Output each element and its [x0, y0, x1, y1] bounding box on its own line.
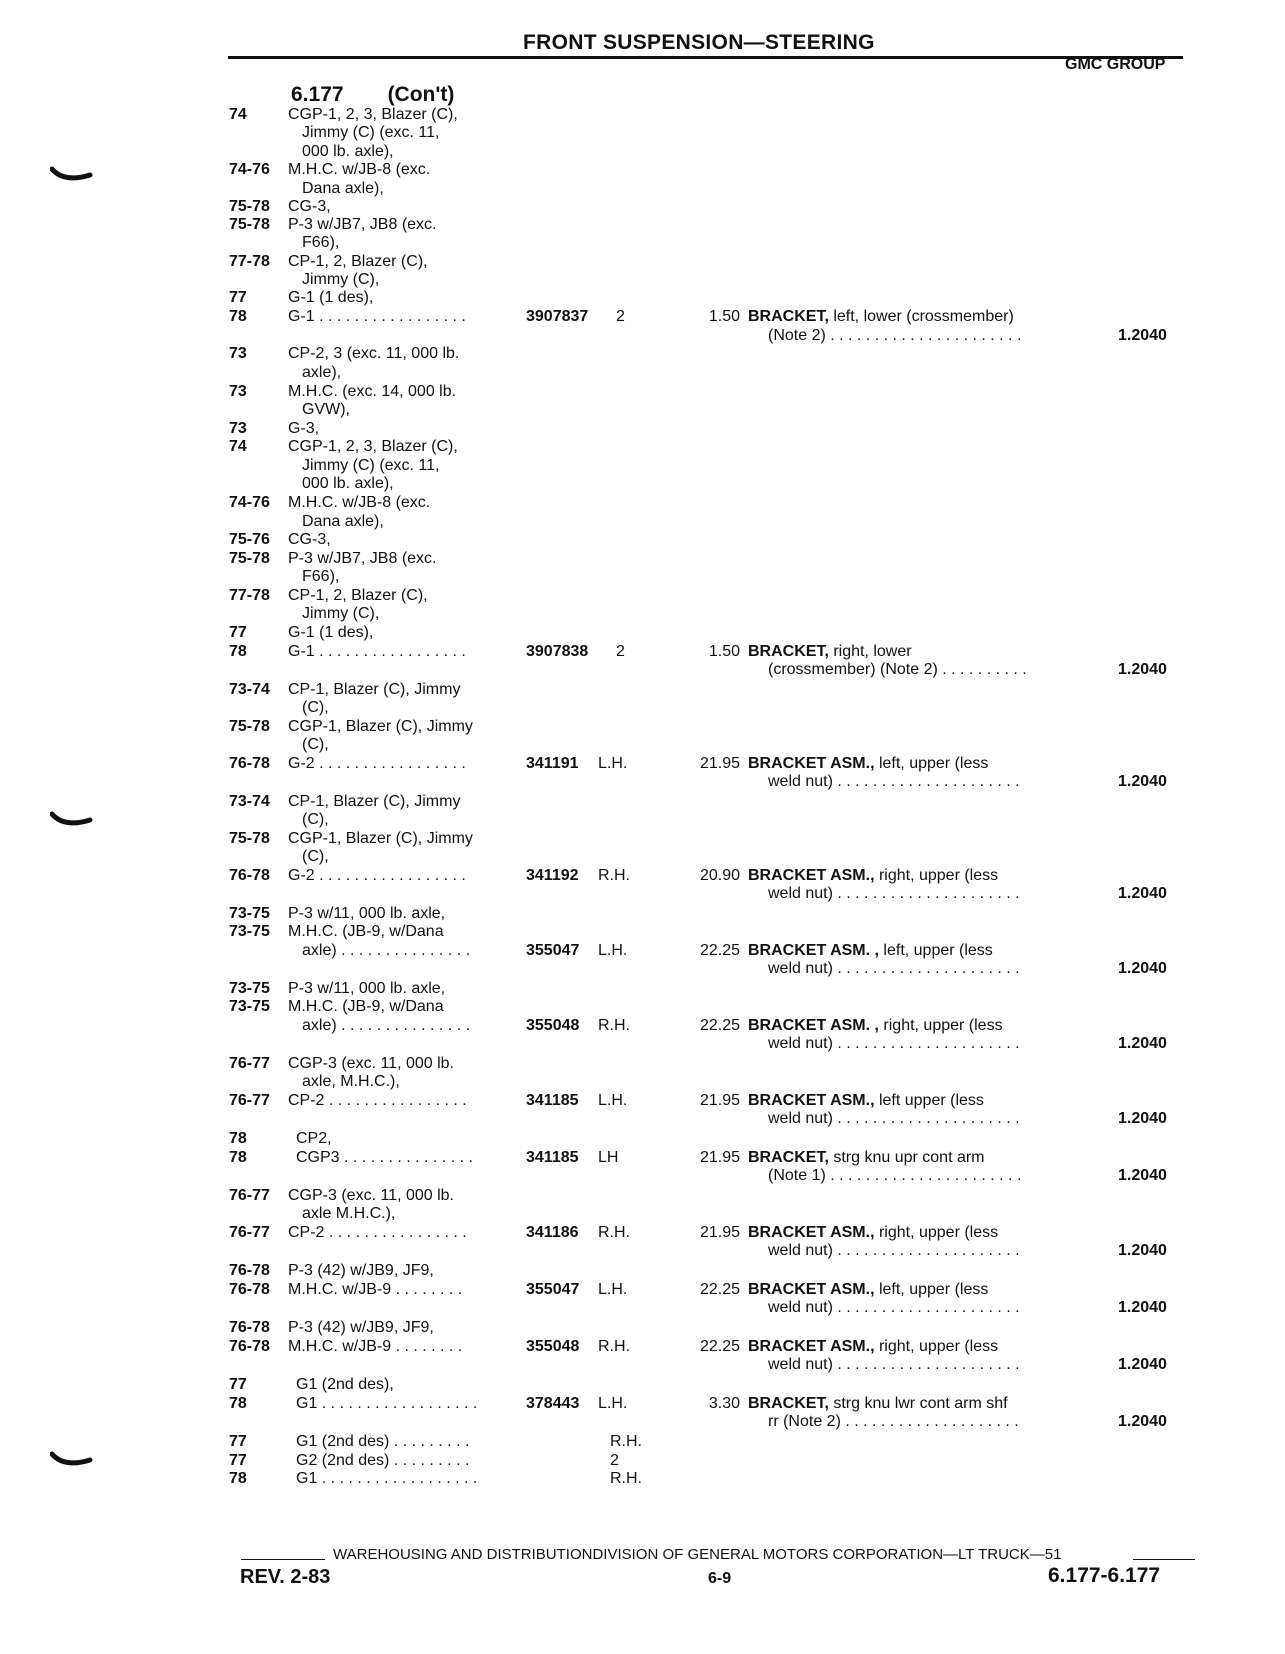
table-row [0, 345, 1285, 364]
quantity: R.H. [598, 867, 630, 884]
application-text: G-3, [288, 420, 320, 437]
table-row [0, 106, 1285, 125]
table-row [0, 1092, 1285, 1111]
part-detail: right, upper (less [874, 1224, 999, 1241]
model-year: 78 [229, 308, 247, 325]
table-row [0, 624, 1285, 643]
table-row [0, 1205, 1285, 1224]
quantity: L.H. [598, 1092, 628, 1109]
table-row [0, 568, 1285, 587]
model-year: 77 [229, 1376, 247, 1393]
revision-label: REV. 2-83 [240, 1566, 331, 1588]
part-detail: left, upper (less [874, 1281, 989, 1298]
part-name: BRACKET ASM., [748, 1092, 875, 1109]
application-text: CGP-1, Blazer (C), Jimmy [288, 718, 473, 735]
page-title: FRONT SUSPENSION—STEERING [523, 31, 875, 54]
table-row [0, 1470, 1285, 1489]
application-text: P-3 w/JB7, JB8 (exc. [288, 216, 437, 233]
model-year: 76-78 [229, 1281, 270, 1298]
table-row [0, 216, 1285, 235]
table-row [0, 457, 1285, 476]
punch-mark-icon [50, 1450, 94, 1472]
table-row [0, 1338, 1285, 1357]
application-text: Jimmy (C) (exc. 11, [302, 457, 440, 474]
application-text: M.H.C. w/JB-8 (exc. [288, 494, 431, 511]
model-year: 75-78 [229, 550, 270, 567]
table-row [0, 161, 1285, 180]
part-description-cont: rr (Note 2) . . . . . . . . . . . . . . . . . . . . [768, 1413, 1019, 1430]
part-name: BRACKET, [748, 308, 829, 325]
table-row [0, 180, 1285, 199]
list-price: 1.50 [708, 643, 740, 660]
part-detail: right, upper (less [874, 867, 999, 884]
part-number: 341185 [526, 1149, 579, 1166]
application-text: CGP-1, Blazer (C), Jimmy [288, 830, 473, 847]
part-number: 355048 [526, 1338, 580, 1355]
table-row [0, 643, 1285, 662]
table-row [0, 1376, 1285, 1395]
quantity: R.H. [598, 1338, 630, 1355]
application-text: G-2 . . . . . . . . . . . . . . . . . [288, 755, 466, 772]
application-text: F66), [302, 568, 340, 585]
table-row [0, 830, 1285, 849]
application-text: G1 . . . . . . . . . . . . . . . . . . [296, 1395, 478, 1412]
model-year: 76-77 [229, 1187, 270, 1204]
table-row [0, 327, 1285, 346]
table-row [0, 885, 1285, 904]
application-text: M.H.C. w/JB-9 . . . . . . . . [288, 1281, 463, 1298]
quantity: L.H. [598, 942, 628, 959]
model-year: 75-78 [229, 198, 270, 215]
model-year: 75-78 [229, 718, 270, 735]
table-row [0, 867, 1285, 886]
model-year: 74 [229, 106, 247, 123]
part-description [748, 755, 988, 773]
table-row [0, 1281, 1285, 1300]
part-description-cont: weld nut) . . . . . . . . . . . . . . . . . . . . . [768, 1242, 1020, 1259]
quantity: R.H. [598, 1224, 630, 1241]
part-name: BRACKET ASM., [748, 1224, 875, 1241]
quantity: 2 [616, 643, 625, 660]
quantity: R.H. [610, 1470, 642, 1487]
part-description [748, 867, 998, 885]
model-year: 76-77 [229, 1055, 270, 1072]
part-number: 341191 [526, 755, 579, 772]
table-row [0, 143, 1285, 162]
table-row [0, 475, 1285, 494]
table-row [0, 1319, 1285, 1338]
table-row [0, 438, 1285, 457]
model-year: 73 [229, 345, 247, 362]
part-name: BRACKET, [748, 1149, 829, 1166]
model-year: 77 [229, 289, 247, 306]
table-row [0, 942, 1285, 961]
table-row [0, 1433, 1285, 1452]
list-price: 3.30 [708, 1395, 740, 1412]
application-text: CGP-1, 2, 3, Blazer (C), [288, 106, 458, 123]
catalog-code: 1.2040 [1118, 885, 1167, 902]
group-label: GMC GROUP [1065, 56, 1166, 73]
application-text: G-1 (1 des), [288, 289, 374, 306]
application-text: CP-2 . . . . . . . . . . . . . . . . [288, 1092, 467, 1109]
quantity: 2 [610, 1452, 619, 1469]
model-year: 73-75 [229, 980, 270, 997]
application-text: G-2 . . . . . . . . . . . . . . . . . [288, 867, 466, 884]
application-text: P-3 w/11, 000 lb. axle, [288, 980, 446, 997]
application-text: Dana axle), [302, 513, 384, 530]
table-row [0, 1242, 1285, 1261]
application-text: axle, M.H.C.), [302, 1073, 400, 1090]
table-row [0, 1017, 1285, 1036]
table-row [0, 308, 1285, 327]
application-text: G-1 (1 des), [288, 624, 374, 641]
application-text: Jimmy (C) (exc. 11, [302, 124, 440, 141]
part-detail: strg knu upr cont arm [828, 1149, 985, 1166]
table-row [0, 923, 1285, 942]
catalog-code: 1.2040 [1118, 773, 1167, 790]
catalog-code: 1.2040 [1118, 1167, 1167, 1184]
application-text: CGP-3 (exc. 11, 000 lb. [288, 1055, 454, 1072]
part-description-cont: weld nut) . . . . . . . . . . . . . . . . . . . . . [768, 1299, 1020, 1316]
model-year: 73 [229, 420, 247, 437]
model-year: 74-76 [229, 161, 270, 178]
part-number: 355047 [526, 1281, 580, 1298]
table-row [0, 1262, 1285, 1281]
quantity: L.H. [598, 755, 628, 772]
part-detail: right, upper (less [874, 1338, 999, 1355]
application-text: M.H.C. w/JB-9 . . . . . . . . [288, 1338, 463, 1355]
application-text: Jimmy (C), [302, 271, 380, 288]
part-description-cont: weld nut) . . . . . . . . . . . . . . . . . . . . . [768, 1356, 1020, 1373]
table-row [0, 736, 1285, 755]
part-name: BRACKET ASM., [748, 755, 875, 772]
application-text: Dana axle), [302, 180, 384, 197]
part-number: 3907838 [526, 643, 589, 660]
application-text: axle), [302, 364, 342, 381]
part-name: BRACKET, [748, 643, 829, 660]
part-description [748, 1395, 1008, 1413]
section-heading [291, 83, 454, 107]
section-continued: (Con't) [387, 83, 455, 106]
table-row [0, 1356, 1285, 1375]
model-year: 76-78 [229, 1338, 270, 1355]
list-price: 1.50 [708, 308, 740, 325]
model-year: 75-78 [229, 830, 270, 847]
part-number: 341185 [526, 1092, 579, 1109]
table-row [0, 383, 1285, 402]
model-year: 73-75 [229, 998, 270, 1015]
list-price: 21.95 [699, 1092, 740, 1109]
model-year: 78 [229, 1149, 247, 1166]
model-year: 76-78 [229, 867, 270, 884]
application-text: CP-1, Blazer (C), Jimmy [288, 681, 461, 698]
model-year: 77-78 [229, 587, 270, 604]
application-text: P-3 w/JB7, JB8 (exc. [288, 550, 437, 567]
application-text: 000 lb. axle), [302, 143, 394, 160]
application-text: GVW), [302, 401, 350, 418]
table-row [0, 848, 1285, 867]
application-text: M.H.C. w/JB-8 (exc. [288, 161, 431, 178]
part-description-cont: weld nut) . . . . . . . . . . . . . . . . . . . . . [768, 773, 1020, 790]
application-text: (C), [302, 811, 329, 828]
model-year: 75-78 [229, 216, 270, 233]
application-text: (C), [302, 736, 329, 753]
application-text: axle M.H.C.), [302, 1205, 396, 1222]
list-price: 21.95 [699, 1224, 740, 1241]
part-description [748, 1224, 998, 1242]
list-price: 21.95 [699, 755, 740, 772]
application-text: axle) . . . . . . . . . . . . . . . [302, 1017, 471, 1034]
part-detail: strg knu lwr cont arm shf [828, 1395, 1008, 1412]
part-name: BRACKET ASM., [748, 867, 875, 884]
table-row [0, 1055, 1285, 1074]
part-description [748, 1017, 1003, 1035]
part-number: 341186 [526, 1224, 579, 1241]
model-year: 76-77 [229, 1224, 270, 1241]
part-description [748, 1338, 998, 1356]
list-price: 22.25 [699, 1017, 740, 1034]
model-year: 78 [229, 1130, 247, 1147]
catalog-code: 1.2040 [1118, 1356, 1167, 1373]
model-year: 76-77 [229, 1092, 270, 1109]
part-description [748, 942, 993, 960]
catalog-code: 1.2040 [1118, 661, 1167, 678]
model-year: 73-74 [229, 681, 270, 698]
part-description [748, 1092, 984, 1110]
table-row [0, 124, 1285, 143]
table-row [0, 998, 1285, 1017]
footer-rule-left [241, 1559, 325, 1560]
table-row [0, 289, 1285, 308]
part-number: 355047 [526, 942, 580, 959]
application-text: (C), [302, 848, 329, 865]
model-year: 74-76 [229, 494, 270, 511]
application-text: CGP3 . . . . . . . . . . . . . . . [296, 1149, 473, 1166]
list-price: 22.25 [699, 942, 740, 959]
application-text: CP-1, 2, Blazer (C), [288, 253, 428, 270]
catalog-code: 1.2040 [1118, 1299, 1167, 1316]
table-row [0, 494, 1285, 513]
application-text: CGP-1, 2, 3, Blazer (C), [288, 438, 458, 455]
quantity: L.H. [598, 1281, 628, 1298]
part-detail: right, upper (less [878, 1017, 1003, 1034]
part-number: 3907837 [526, 308, 589, 325]
application-text: CP-2 . . . . . . . . . . . . . . . . [288, 1224, 467, 1241]
part-name: BRACKET ASM. , [748, 942, 879, 959]
application-text: axle) . . . . . . . . . . . . . . . [302, 942, 471, 959]
quantity: 2 [616, 308, 625, 325]
footer-text: WAREHOUSING AND DISTRIBUTIONDIVISION OF GENERAL MOTORS CORPORATION—LT TRUCK—51 [333, 1546, 1062, 1563]
application-text: G-1 . . . . . . . . . . . . . . . . . [288, 308, 466, 325]
table-row [0, 1395, 1285, 1414]
application-text: CG-3, [288, 531, 331, 548]
model-year: 75-76 [229, 531, 270, 548]
table-row [0, 793, 1285, 812]
page-number: 6-9 [708, 1570, 732, 1587]
table-row [0, 681, 1285, 700]
quantity: LH [598, 1149, 619, 1166]
application-text: G1 (2nd des) . . . . . . . . . [296, 1433, 470, 1450]
model-year: 73-74 [229, 793, 270, 810]
table-row [0, 1299, 1285, 1318]
model-year: 73-75 [229, 905, 270, 922]
table-row [0, 605, 1285, 624]
application-text: F66), [302, 234, 340, 251]
table-row [0, 980, 1285, 999]
table-row [0, 773, 1285, 792]
model-year: 78 [229, 643, 247, 660]
catalog-code: 1.2040 [1118, 960, 1167, 977]
table-row [0, 1035, 1285, 1054]
application-text: P-3 w/11, 000 lb. axle, [288, 905, 446, 922]
part-detail: right, lower [828, 643, 912, 660]
catalog-code: 1.2040 [1118, 1242, 1167, 1259]
table-row [0, 401, 1285, 420]
part-description [748, 308, 1014, 326]
application-text: CP-2, 3 (exc. 11, 000 lb. [288, 345, 460, 362]
part-name: BRACKET, [748, 1395, 829, 1412]
part-detail: left, lower (crossmember) [828, 308, 1014, 325]
table-row [0, 811, 1285, 830]
model-year: 77 [229, 624, 247, 641]
application-text: P-3 (42) w/JB9, JF9, [288, 1319, 434, 1336]
model-year: 77 [229, 1452, 247, 1469]
part-name: BRACKET ASM., [748, 1281, 875, 1298]
catalog-code: 1.2040 [1118, 1035, 1167, 1052]
list-price: 22.25 [699, 1338, 740, 1355]
application-text: Jimmy (C), [302, 605, 380, 622]
part-name: BRACKET ASM., [748, 1338, 875, 1355]
catalog-code: 1.2040 [1118, 1413, 1167, 1430]
application-text: G2 (2nd des) . . . . . . . . . [296, 1452, 470, 1469]
application-text: G1 . . . . . . . . . . . . . . . . . . [296, 1470, 478, 1487]
table-row [0, 420, 1285, 439]
table-row [0, 531, 1285, 550]
application-text: G1 (2nd des), [296, 1376, 394, 1393]
part-detail: left upper (less [874, 1092, 984, 1109]
table-row [0, 513, 1285, 532]
quantity: R.H. [610, 1433, 642, 1450]
table-row [0, 755, 1285, 774]
header-rule [228, 56, 1183, 59]
part-description-cont: (Note 2) . . . . . . . . . . . . . . . . . . . . . . [768, 327, 1022, 344]
model-year: 77 [229, 1433, 247, 1450]
quantity: R.H. [598, 1017, 630, 1034]
list-price: 22.25 [699, 1281, 740, 1298]
model-year: 77-78 [229, 253, 270, 270]
list-price: 21.95 [699, 1149, 740, 1166]
part-description-cont: weld nut) . . . . . . . . . . . . . . . . . . . . . [768, 960, 1020, 977]
part-description [748, 1149, 985, 1167]
punch-mark-icon [50, 165, 94, 187]
catalog-code: 1.2040 [1118, 1110, 1167, 1127]
table-row [0, 1110, 1285, 1129]
part-description [748, 1281, 988, 1299]
part-number: 341192 [526, 867, 579, 884]
model-year: 74 [229, 438, 247, 455]
table-row [0, 661, 1285, 680]
section-range: 6.177-6.177 [1048, 1564, 1161, 1587]
catalog-code: 1.2040 [1118, 327, 1167, 344]
quantity: L.H. [598, 1395, 628, 1412]
table-row [0, 271, 1285, 290]
model-year: 76-78 [229, 1319, 270, 1336]
table-row [0, 198, 1285, 217]
footer-rule-right [1133, 1559, 1195, 1560]
punch-mark-icon [50, 810, 94, 832]
list-price: 20.90 [699, 867, 740, 884]
table-row [0, 905, 1285, 924]
table-row [0, 587, 1285, 606]
model-year: 78 [229, 1395, 247, 1412]
table-row [0, 1149, 1285, 1168]
part-description-cont: weld nut) . . . . . . . . . . . . . . . . . . . . . [768, 1110, 1020, 1127]
model-year: 73 [229, 383, 247, 400]
table-row [0, 253, 1285, 272]
table-row [0, 364, 1285, 383]
application-text: CGP-3 (exc. 11, 000 lb. [288, 1187, 454, 1204]
table-row [0, 1167, 1285, 1186]
table-row [0, 1130, 1285, 1149]
part-name: BRACKET ASM. , [748, 1017, 879, 1034]
application-text: CG-3, [288, 198, 331, 215]
model-year: 73-75 [229, 923, 270, 940]
table-row [0, 960, 1285, 979]
part-description-cont: weld nut) . . . . . . . . . . . . . . . . . . . . . [768, 1035, 1020, 1052]
part-detail: left, upper (less [874, 755, 989, 772]
part-description-cont: (Note 1) . . . . . . . . . . . . . . . . . . . . . . [768, 1167, 1022, 1184]
part-description-cont: weld nut) . . . . . . . . . . . . . . . . . . . . . [768, 885, 1020, 902]
model-year: 76-78 [229, 1262, 270, 1279]
table-row [0, 1413, 1285, 1432]
table-row [0, 1187, 1285, 1206]
table-row [0, 550, 1285, 569]
application-text: M.H.C. (exc. 14, 000 lb. [288, 383, 457, 400]
part-number: 378443 [526, 1395, 580, 1412]
part-description [748, 643, 912, 661]
application-text: M.H.C. (JB-9, w/Dana [288, 998, 444, 1015]
table-row [0, 1452, 1285, 1471]
application-text: M.H.C. (JB-9, w/Dana [288, 923, 444, 940]
part-detail: left, upper (less [878, 942, 993, 959]
application-text: G-1 . . . . . . . . . . . . . . . . . [288, 643, 466, 660]
table-row [0, 718, 1285, 737]
table-row [0, 234, 1285, 253]
application-text: CP-1, 2, Blazer (C), [288, 587, 428, 604]
part-description-cont: (crossmember) (Note 2) . . . . . . . . . . [768, 661, 1027, 678]
model-year: 76-78 [229, 755, 270, 772]
application-text: (C), [302, 699, 329, 716]
table-row [0, 699, 1285, 718]
application-text: 000 lb. axle), [302, 475, 394, 492]
application-text: CP-1, Blazer (C), Jimmy [288, 793, 461, 810]
section-number: 6.177 [291, 83, 344, 106]
application-text: P-3 (42) w/JB9, JF9, [288, 1262, 434, 1279]
model-year: 78 [229, 1470, 247, 1487]
part-number: 355048 [526, 1017, 580, 1034]
table-row [0, 1224, 1285, 1243]
table-row [0, 1073, 1285, 1092]
application-text: CP2, [296, 1130, 332, 1147]
